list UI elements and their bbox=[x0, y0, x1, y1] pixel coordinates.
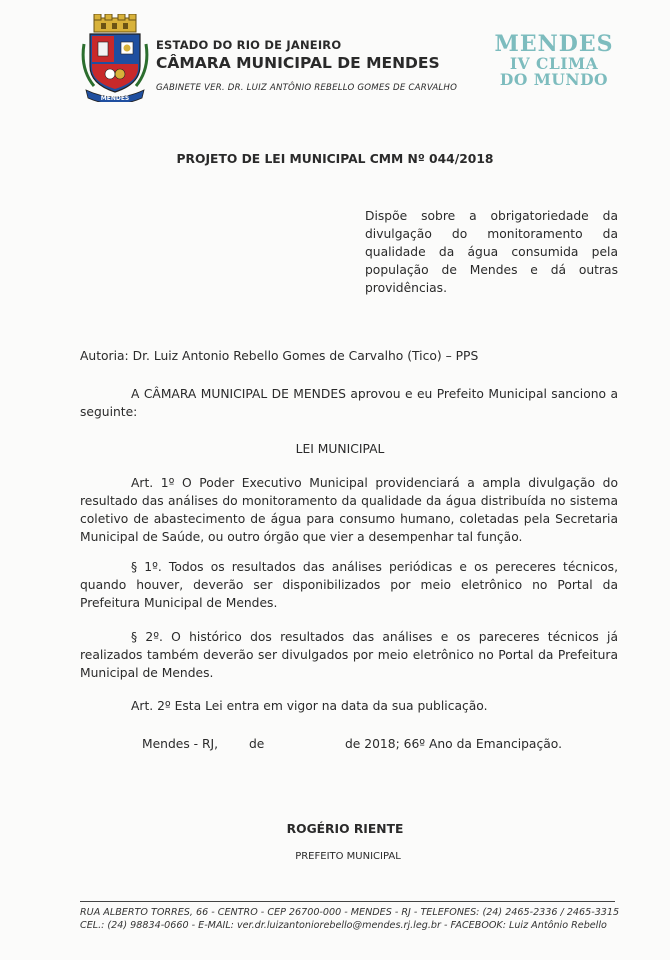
document-title: PROJETO DE LEI MUNICIPAL CMM Nº 044/2018 bbox=[176, 152, 494, 166]
mendes-clima-logo bbox=[486, 32, 622, 106]
preamble: A CÂMARA MUNICIPAL DE MENDES aprovou e eu Prefeito Municipal sanciono a seguinte: bbox=[80, 387, 618, 419]
ementa: Dispõe sobre a obrigatoriedade da divulgação do monitoramento da qualidade da água consumida pela população de Mendes e dá outras providências. bbox=[365, 209, 618, 295]
date-city: Mendes - RJ, bbox=[142, 737, 219, 751]
article-1: Art. 1º O Poder Executivo Municipal providenciará a ampla divulgação do resultado das análises do monitoramento da qualidade da água distribuída no sistema coletivo de abastecimento de água para consumo humano, coletadas pela Secretaria Municipal de Saúde, ou outro órgão que vier a desempenhar tal função. bbox=[80, 476, 618, 544]
logo-line-3: DO MUNDO bbox=[499, 70, 609, 89]
logo-line-2: IV CLIMA bbox=[509, 54, 599, 73]
footer-divider bbox=[80, 901, 615, 902]
header-state: ESTADO DO RIO DE JANEIRO bbox=[156, 38, 342, 52]
signer-role: PREFEITO MUNICIPAL bbox=[295, 851, 401, 862]
municipal-coat-of-arms bbox=[80, 14, 150, 102]
signer-name: ROGÉRIO RIENTE bbox=[286, 822, 404, 836]
logo-line-1: MENDES bbox=[494, 31, 614, 57]
law-heading: LEI MUNICIPAL bbox=[295, 442, 385, 456]
crest-banner-text: MENDES bbox=[100, 95, 130, 102]
article-2: Art. 2º Esta Lei entra em vigor na data da sua publicação. bbox=[131, 699, 488, 713]
footer-address: RUA ALBERTO TORRES, 66 - CENTRO - CEP 26700-000 - MENDES - RJ - TELEFONES: (24) 2465-2336 / 2465-3315 bbox=[80, 907, 620, 918]
paragraph-2: § 2º. O histórico dos resultados das análises e os pareceres técnicos já realizados também deverão ser divulgados por meio eletrônico no Portal da Prefeitura Municipal de Mendes. bbox=[80, 630, 618, 680]
header-camara: CÂMARA MUNICIPAL DE MENDES bbox=[156, 54, 440, 72]
paragraph-1: § 1º. Todos os resultados das análises periódicas e os pereceres técnicos, quando houver, deverão ser disponibilizados por meio eletrônico no Portal da Prefeitura Municipal de Mendes. bbox=[80, 560, 618, 610]
date-de: de bbox=[249, 737, 265, 751]
header-gabinete: GABINETE VER. DR. LUIZ ANTÔNIO REBELLO GOMES DE CARVALHO bbox=[156, 83, 458, 93]
date-year: de 2018; 66º Ano da Emancipação. bbox=[345, 737, 562, 751]
footer-contacts: CEL.: (24) 98834-0660 - E-MAIL: ver.dr.luizantoniorebello@mendes.rj.leg.br - FACEBOOK: Luiz Antônio Rebello bbox=[80, 920, 607, 931]
authorship: Autoria: Dr. Luiz Antonio Rebello Gomes de Carvalho (Tico) – PPS bbox=[80, 349, 479, 363]
